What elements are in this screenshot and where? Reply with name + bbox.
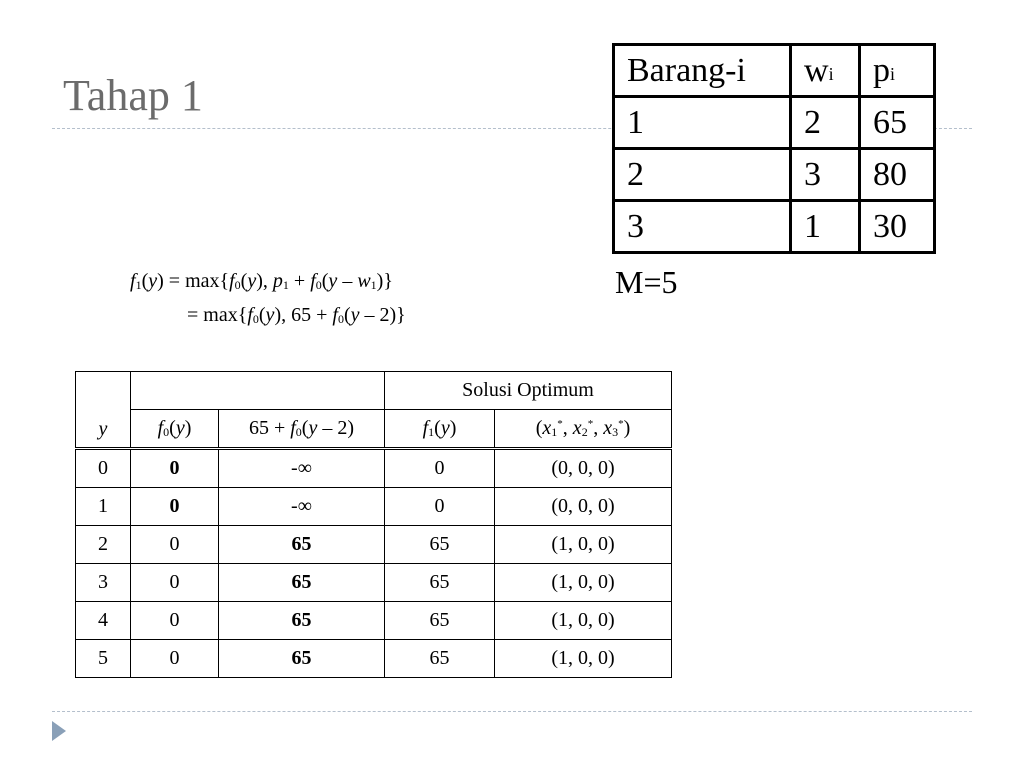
recurrence-formula: [130, 265, 406, 333]
dp-table: [75, 371, 672, 678]
dp-cell-f0: 0: [131, 564, 219, 602]
item-profit: 80: [860, 149, 935, 201]
header-profit-sub: i: [890, 63, 896, 84]
empty-group-header: [131, 372, 385, 410]
formula-line-1: $f_1(y) = \max\{f_0(y)$, $p_1 + f_0(y - w_1)$}: [130, 270, 393, 292]
dp-cell-y: 1: [76, 488, 131, 526]
dp-cell-f1: 65: [385, 564, 495, 602]
dp-cell-x: (0, 0, 0): [495, 488, 672, 526]
col-y-header: y: [76, 372, 131, 449]
col-x-header: ($x_1^*$, $x_2^*$, $x_3^*$): [495, 410, 672, 449]
item-profit: 30: [860, 201, 935, 253]
item-index: 2: [614, 149, 791, 201]
dp-cell-f1: 0: [385, 488, 495, 526]
dp-cell-x: (0, 0, 0): [495, 449, 672, 488]
dp-cell-f0: 0: [131, 602, 219, 640]
dp-cell-65: -∞: [219, 449, 385, 488]
dp-row: [76, 602, 672, 640]
dp-row: [76, 526, 672, 564]
header-barang: Barang-i: [614, 45, 791, 97]
dp-cell-y: 3: [76, 564, 131, 602]
header-weight-letter: w: [804, 51, 829, 89]
header-profit-letter: p: [873, 51, 890, 89]
dp-cell-f0: 0: [131, 526, 219, 564]
item-index: 1: [614, 97, 791, 149]
dp-cell-f0: 0: [131, 640, 219, 678]
items-header-row: [614, 45, 935, 97]
header-weight-sub: i: [828, 63, 834, 84]
formula-line-2: = $\max\{f_0(y)$, $65 + f_0(y - 2)$}: [187, 304, 406, 326]
dp-cell-y: 5: [76, 640, 131, 678]
dp-cell-f1: 0: [385, 449, 495, 488]
item-profit: 65: [860, 97, 935, 149]
dp-cell-65: 65: [219, 526, 385, 564]
header-weight: [791, 45, 860, 97]
item-weight: 1: [791, 201, 860, 253]
dp-cell-y: 4: [76, 602, 131, 640]
dp-cell-65: 65: [219, 564, 385, 602]
dp-table-body: [76, 449, 672, 678]
dp-column-header-row: [76, 410, 672, 449]
items-row: [614, 97, 935, 149]
col-f0-header: $f_0(y)$: [131, 410, 219, 449]
dp-cell-f1: 65: [385, 526, 495, 564]
triangle-bullet-icon: [52, 721, 66, 741]
dp-cell-65: 65: [219, 602, 385, 640]
dp-cell-x: (1, 0, 0): [495, 526, 672, 564]
item-index: 3: [614, 201, 791, 253]
bottom-divider: [52, 711, 972, 712]
dp-row: [76, 488, 672, 526]
item-weight: 3: [791, 149, 860, 201]
dp-cell-f1: 65: [385, 640, 495, 678]
items-table: [612, 43, 936, 254]
items-row: [614, 149, 935, 201]
dp-cell-f1: 65: [385, 602, 495, 640]
col-f1-header: $f_1(y)$: [385, 410, 495, 449]
dp-cell-65: -∞: [219, 488, 385, 526]
dp-cell-f0: 0: [131, 449, 219, 488]
dp-row: [76, 564, 672, 602]
dp-cell-y: 0: [76, 449, 131, 488]
dp-cell-x: (1, 0, 0): [495, 602, 672, 640]
header-profit: [860, 45, 935, 97]
solusi-optimum-header: Solusi Optimum: [385, 372, 672, 410]
slide-title: Tahap 1: [63, 71, 203, 120]
dp-cell-x: (1, 0, 0): [495, 640, 672, 678]
dp-group-header-row: [76, 372, 672, 410]
item-weight: 2: [791, 97, 860, 149]
dp-cell-65: 65: [219, 640, 385, 678]
dp-row: [76, 640, 672, 678]
items-row: [614, 201, 935, 253]
dp-cell-f0: 0: [131, 488, 219, 526]
capacity-label: M=5: [615, 264, 678, 300]
dp-row: [76, 449, 672, 488]
col-65-header: $65 + f_0(y - 2)$: [219, 410, 385, 449]
dp-cell-x: (1, 0, 0): [495, 564, 672, 602]
dp-cell-y: 2: [76, 526, 131, 564]
